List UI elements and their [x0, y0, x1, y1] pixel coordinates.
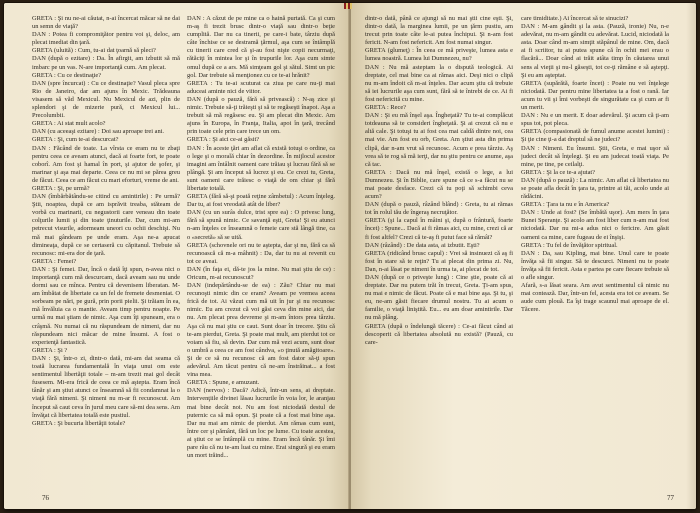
dialogue-line: DAN (cu aceeaşi ezitare) : Doi sau aproape trei ani.	[32, 128, 165, 136]
dialogue-line: DAN (nervos) : Dacă? Adică, într-un sens, ai dreptate. Intervenţiile divinei lăsau lucrurile în voia lor, le aranjau mai bine decât noi. Nu am fost niciodată destul de puternic ca să mă opun. Şi poate că a fost mai bine aşa. Dar nu mai am nimic de pierdut. Am rămas cum sunt, între cer şi pământ, fără un loc pe lume. Cu toate acestea, ai ştiut ce se întâmplă cu mine. Eram încă tânăr. Şi îmi pare rău că nu te-am luat cu mine. Erai singură şi eu eram un mort trăind...	[187, 387, 335, 460]
bookmark-ribbon	[344, 3, 352, 9]
dialogue-line: GRETA : Şi ?	[32, 346, 68, 354]
dialogue-line: DAN (îmbărbătându-se citind cu amintirile) : Pe urmă? Ştii, noaptea, după ce am isprăvit treaba, stăteam de vorbă cu marinarii, cu negustorii care veneau din toate colţurile lumii şi din toate ţinuturile. Dar, cum mi-am petrecut visurile, adormeam uneori cu ochii deschişi. Nu mă mai gândeam pe unde eram. Aşa ne-a apucat dimineaţa, după ce se certaseră cu căpitanul. Trebuie să recunosc: mi-era dor de ţară.	[32, 193, 180, 257]
dialogue-line: DAN (indepărtându-se de ea) : Zău? Chiar nu mai recunoşti nimic din ce eram? Aveam pe vremea aceea frică de tot. Ai văzut cum mă uit în jur şi nu recunosc nimic. Eu am crezut că voi găsi ceva din mine aici, dar nu. Am plecat prea devreme şi m-am întors prea târziu. Aşa că nu mai ştiu ce caut. Sunt doar în trecere. Ştiu că te-am pierdut, Greta. Şi poate mai mult, am pierdut tot ce voiam să fiu, să devin. Dar cum mă vezi acum, sunt doar o umbră a ceea ce am fost cândva, «o ţinută amăgitoare». Şi de ce să nu recunosc că am fost dator să-ţi spun adevărul. Am tăcut pentru că ne-am înstrăinat... a fost vina mea.	[187, 282, 335, 379]
dialogue-line: GRETA (după o îndelungă tăcere) : Ce-ai făcut când ai descoperit că libertatea absolută nu există? (Pauză, cu care-	[365, 322, 513, 346]
dialogue-line: DAN : Şi eu mă înşel aşa. Îngheţată? Tu te-ai complăcut totdeauna să te consideri îngheţată. Şi ai crezut că nu e altă cale. Şi totuşi tu ai fost cea mai caldă dintre noi, cea mai vie. Am fost eu orb, Greta. Am ştiut asta din prima clipă, dar n-am vrut să recunosc. Acum e prea târziu. Aş vrea să te rog să mă ierţi, dar nu ştiu pentru ce anume, aşa că tac.	[365, 112, 513, 168]
dialogue-line: DAN (după o ezitare) : Da. În afirgit, am izbutit să mă imbarc pe un vas. N-are importanţă cum. Am plecat.	[32, 55, 180, 71]
dialogue-line: GRETA : Femei?	[32, 257, 77, 265]
dialogue-line: DAN : M-am gândit şi la asta. (Pauză, ironie) Nu, n-e adevărat, nu m-am gândit cu adevărat. Lucid, niciodată la asta. Doar când m-am simţit stăpânul de mine. Om, dacă ai fi scriitor, tu ai putea spune că în ochii mei erau o flacără... Doar când ai trăit atâta timp în căutarea unui sens al vieţii şi nu-l găseşti, tot ce-ţi rămâne e să aştepţi. Şi eu am aşteptat.	[521, 23, 669, 79]
dialogue-line: GRETA (glumeţ) : În ceea ce mă priveşte, lumea asta e lumea noastră. Lumea lui Dumnezeu, nu?	[365, 47, 513, 63]
right-page-column-2	[521, 15, 669, 314]
dialogue-line: DAN : Nu e un merit. E doar adevărul. Şi acum că ţi-am spus tot, pot pleca.	[521, 112, 669, 128]
page-number-left: 76	[42, 494, 49, 502]
dialogue-line: DAN (râzând) : De data asta, ai izbutit. Eşti?	[365, 241, 480, 249]
dialogue-line: DAN : Da, sau Kipling, mai bine. Unul care te poate învăţa să fii singur. Să te descurci. Nimeni nu te poate învăţa să fii fericit. Asta e partea pe care fiecare trebuie să o afle singur.	[521, 249, 669, 281]
dialogue-line: DAN : În aceste ţări am aflat că există totuşi o ordine, ca o lege şi o morală chiar în dezordine. În mijlocul acestor imagini am întâlnit oameni care trăiau şi lucrau fără să se plângă. Şi am început să lucrez şi eu. Ce crezi tu, Greta, sunt oameni care trăiesc o viaţă de om chiar şi fără libertate totală.	[187, 144, 335, 192]
dialogue-line: GRETA : Şi, cum te-ai descurcat?	[32, 136, 119, 144]
page-edge-shadow	[686, 3, 696, 509]
dialogue-line: DAN (spre încurcat) : Cu ce destinaţie? Vasul pleca spre Rio de Janeiro, dar am ajuns în Mexic. Trădeauna visasem să văd Mexicul. Nu Mexicul de azi, plin de splendori şi de mizerie pură, ci Mexicul lui... Precolumbii.	[32, 79, 180, 120]
dialogue-line: DAN (după ce o priveşte lung) : Cine ştie, poate că ai dreptate. Dar nu putem trăi în trecut, Greta. Ţi-am spus, nu mai e nimic de făcut. Poate că e mai bine aşa. Şi tu, şi eu, ne-am găsit fiecare drumul nostru. Tu ai acum o familie, o viaţă liniştită. Eu... eu am doar amintirile. Dar nu mă plâng.	[365, 274, 513, 322]
dialogue-line: DAN : Făcând de toate. La vîrsta ce eram nu te zbaţi pentru ceea ce aveam atunci, dacă ai foarte fort, te poate coborî. Am fost şi hamal în port, şi ajutor de şofer, şi marinar şi aşa mai departe. Ceea ce nu mi se părea greu de făcut. Ceea ce am făcut cu mari eforturi, vreme de ani.	[32, 144, 180, 184]
dialogue-line: GRETA : Ţara ta nu e în America?	[521, 201, 610, 209]
dialogue-line: GRETA : Şi bucuria libertăţii totale?	[32, 419, 126, 427]
dialogue-line: GRETA : Şi, pe urmă?	[32, 184, 90, 192]
dialogue-line: DAN : A căzut de pe mine ca o haină purtată. Ca şi cum m-aş fi trezit brusc dintr-o viaţă sau dintr-o beţie cumplită. Dar nu ca tinerii, pe care-i bate, târziu după câte închise ce se destramă ţărmul, aşa cum se întâmplă cu tinerii care cred că şi-au fost nişte copii necurmaţi, rătăciţi în mintea lor şi în trupurile lor. Aşa cum simte omul după ce a ars. Mă simţeam gol şi sătul. Simt un pic gol. Dar trebuie să menţionez cu ce te-ai hrănit?	[187, 15, 335, 79]
dialogue-line: DAN : Şi femei. Dar, încă o dată îţi spun, n-avea nici o importanţă cum mă descurcam, dacă aveam sau nu unde dormi sau ce mînca. Pentru că devenisem liberatan. M-am îmbătat de libertate ca un fel de fremete desmeniat. O sorbeam pe nări, pe gură, prin porii pielii. Şi trăiam în ea, mă învăluia ca o mantie. Aveam timp pentru noapte. Pe urmă nu mai ştiam de nimic. Aşa cum îţi spuneam, era o crâşmă. Nu numai că nu răspundeam de nimeni, dar nu răspundeam nici măcar de mine însumi. A fost o experienţă fantastică.	[32, 265, 180, 346]
dialogue-line: DAN (în faţa ei, dă-te jos la mine. Nu mai ştiu de ce) : Oricum, m-ai recunoscut?	[187, 265, 335, 281]
right-page-column-1	[365, 15, 513, 347]
dialogue-line: GRETA : Şi nu ne-ai căutat, n-ai încercat măcar să ne dai un semn de viaţă?	[32, 15, 180, 31]
dialogue-line: GRETA : Tu te-ai scuturat ca ziua pe care nu-ţi mai aduceai aminte nici de viitor.	[187, 79, 335, 95]
dialogue-line: GRETA : Tu fel de învăţător spiritual.	[521, 241, 618, 249]
dialogue-line: GRETA (ridicând brusc capul) : Vrei să insinuezi că aş fi fost în stare să te reţin? Tu ai plecat din prima zi. Nu, Dan, n-ai lăsat pe nimeni în urma ta, ai plecat de tot.	[365, 249, 513, 273]
dialogue-line: GRETA : Şi la ce te-a ajutat?	[521, 168, 596, 176]
dialogue-line: GRETA (fără să-şi poată reţine zâmbetul) : Acum înţeleg. Dar tu, ai fost vreodată atât de liber?	[187, 193, 335, 209]
dialogue-line: Afară, s-a lăsat seara. Am avut sentimentul că nimic nu mai contează. Dar, într-un fel, acesta era tot ce aveam. Se aude cum plouă. Ea îşi trage scaunul mai aproape de el. Tăcere.	[521, 282, 669, 314]
dialogue-line: care timiditate.) Ai încercat să te sinucizi?	[521, 15, 629, 22]
left-page-column-1	[32, 15, 180, 428]
left-page	[4, 3, 349, 509]
dialogue-line: DAN : Şi, într-o zi, dintr-o dată, mi-am dat seama că toată lucrarea fundamentală în viaţa unui om este sentimentul libertăţii totale – m-am trezit mai gol decât fusesem. Mi-era frică de ceea ce mă aştepta. Eram încă tânăr şi am ştiut atunci ce înseamnă să fii condamnat la o viaţă fără nimeni. Şi nimeni nu m-ar fi recunoscut. Am început să caut ceva în jurul meu care să-mi dea sens. Am învăţat că libertatea totală este pustiul.	[32, 354, 180, 419]
dialogue-line: DAN (cu un surâs dulce, trist spre ea) : O privesc lung, fără să spună nimic. Ce savanţă eşti, Greta! Şi eu atunci n-am înţeles ce înseamnă o femeie care stă lângă tine, ca o «secretă» să se uită.	[187, 209, 335, 241]
dialogue-line: GRETA (supărătă, foarte încet) : Poate nu vei înţelege niciodată. Dar pentru mine libertatea ta a fost o rană. Iar acum tu vii şi îmi vorbeşti de singurătate ca şi cum ar fi un merit.	[521, 79, 669, 112]
dialogue-line: DAN (după o pauză) : La nimic. Am aflat că libertatea nu se poate afla decât în ţara ta, printre ai tăi, acolo unde ai rădăcini.	[521, 176, 669, 201]
dialogue-line: GRETA : Şi aici ce-ai găsit?	[187, 136, 260, 144]
dialogue-line: GRETA (şi la capul în mâini şi, după o frântură, foarte încet) : Spune... Dacă ai fi rămas aici, cu mine, crezi că ar fi fost altfel? Crezi că te-aş fi putut face să rămâi?	[365, 217, 513, 241]
dialogue-line: GRETA : Ai stat mult acolo?	[32, 120, 106, 128]
dialogue-line: DAN : Nimeni. Eu însumi. Ştii, Greta, e mai uşor să judeci decât să înţelegi. Şi eu am judecat toată viaţa. Pe mine, pe tine, pe ceilalţi.	[521, 144, 669, 168]
page-number-right: 77	[667, 494, 674, 502]
dialogue-line: dintr-o dată, până ce ajungi să nu mai ştii cine eşti. Şi, dintr-o dată, la marginea lumii, pe un ţărm pustiu, am trecut prin toate câte le-ai putea închipui. Şi n-am fost fericit. N-am fost nefericit. Am fost numai singur.	[365, 15, 513, 47]
dialogue-line: DAN : Unde ai fost? (Se îmbătă uşor). Am mers în ţara Bunei Speranţe. Şi acolo am fost liber cum n-am mai fost niciodată. Dar nu mi-a adus nici o fericire. Am găsit oameni ca mine, care fugeau de ei înşişi.	[521, 209, 669, 241]
dialogue-line: DAN (după o pauză, fără să privească) : N-aş zice şi nimic. Trebuie să-ţi trăieşti şi să te regăseşti înapoi. Aşa a trebuit să mă regăsesc eu. Şi am plecat din Mexic. Am ajuns în Europa, în Franţa, Italia, apoi în ţară, trecând prin toate cele prin care trece un om.	[187, 95, 335, 136]
dialogue-line: GRETA (compasionată de fumul anume acestei lumini) : Şi ţie cine ţi-a dat dreptul să ne judeci?	[521, 128, 669, 144]
open-book	[4, 3, 696, 509]
right-page	[351, 3, 696, 509]
dialogue-line: GRETA : Rece?	[365, 104, 407, 112]
left-page-column-2	[187, 15, 335, 460]
dialogue-line: GRETA : Spune, e amuzant.	[187, 379, 260, 387]
dialogue-line: GRETA (uluită) : Cum, tu-ai dat ţoarnă să pleci?	[32, 47, 156, 55]
dialogue-line: DAN : Potea fi compromiţător pentru voi şi, deloc, am plecat imediat din ţară.	[32, 31, 180, 47]
dialogue-line: DAN : Nu mă asteptam la o dispută teologică. Ai dreptate, cel mai bine ca ai rămas aici. Deşi nici o clipă nu m-am îndoit că m-ai înţeles. Dar acum ştiu că trebuie să iei lucrurile aşa cum sunt, fără să te întrebi de ce. Ai fi fost nefericită cu mine.	[365, 63, 513, 103]
dialogue-line: GRETA : Dacă nu mă înşel, există o lege, a lui Dumnezeu. Şi în Biblie, care spune că ce s-a făcut nu se mai poate desface. Crezi că tu poţi să schimbi ceva acum?	[365, 168, 513, 201]
dialogue-line: GRETA : Cu ce destinaţie?	[32, 71, 102, 79]
dialogue-line: DAN (după o pauză, râzând blând) : Greta, tu ai rămas tot în rolul tău de îngeraş necruţător.	[365, 201, 513, 217]
dialogue-line: GRETA (schovnele ori nu te aştepta, dar şi nu, fără ca să recunoască că m-a mâhnit) : Da, dar tu nu ai revenit cu tot ce aveai.	[187, 241, 335, 265]
